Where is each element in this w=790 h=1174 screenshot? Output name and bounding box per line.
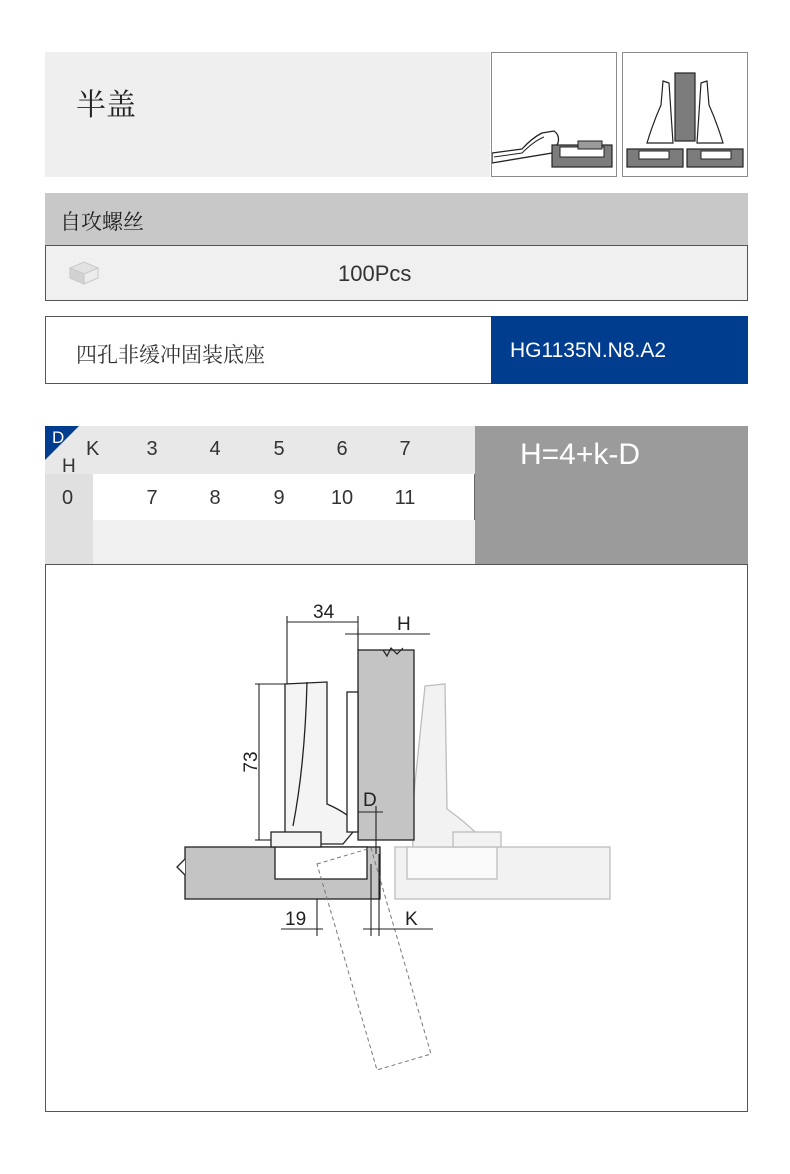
table-k-value: 7	[399, 438, 411, 460]
table-corner-h: H	[62, 456, 76, 477]
table-h-value: 10	[330, 487, 354, 509]
base-plate-code: HG1135N.N8.A2	[510, 339, 667, 362]
dim-d-label: D	[363, 790, 377, 811]
formula-text: H=4+k-D	[520, 438, 641, 471]
dim-34-label: 34	[313, 602, 335, 623]
ghost-hinge	[395, 684, 610, 899]
dim-h-label: H	[397, 614, 411, 635]
table-h-value: 11	[394, 487, 416, 509]
page-title: 半盖	[76, 89, 136, 122]
cabinet-wall	[177, 847, 380, 899]
table-h-value: 8	[209, 487, 221, 509]
table-h-value: 9	[273, 487, 285, 509]
screws-bar	[45, 193, 748, 245]
half-overlay-side-icon	[491, 52, 617, 177]
hinge-dimension-diagram	[45, 564, 748, 1112]
table-corner-d: D	[52, 428, 65, 447]
table-k-value: 3	[146, 438, 158, 460]
table-corner-k: K	[86, 438, 100, 460]
package-quantity: 100Pcs	[338, 261, 412, 286]
table-d-value: 0	[62, 487, 74, 509]
table-h-value: 7	[146, 487, 158, 509]
table-k-value: 4	[209, 438, 221, 460]
box-icon	[64, 260, 104, 286]
dim-19-label: 19	[285, 909, 307, 930]
table-empty-row	[45, 520, 475, 564]
door-panel	[358, 648, 414, 840]
dim-73-label: 73	[241, 751, 262, 773]
hinge-arm	[271, 682, 358, 847]
base-plate-name: 四孔非缓冲固装底座	[76, 344, 265, 367]
screws-label: 自攻螺丝	[60, 211, 144, 234]
table-k-value: 6	[336, 438, 348, 460]
dim-k-label: K	[405, 909, 418, 930]
half-overlay-front-icon	[622, 52, 748, 177]
table-k-value: 5	[273, 438, 285, 460]
